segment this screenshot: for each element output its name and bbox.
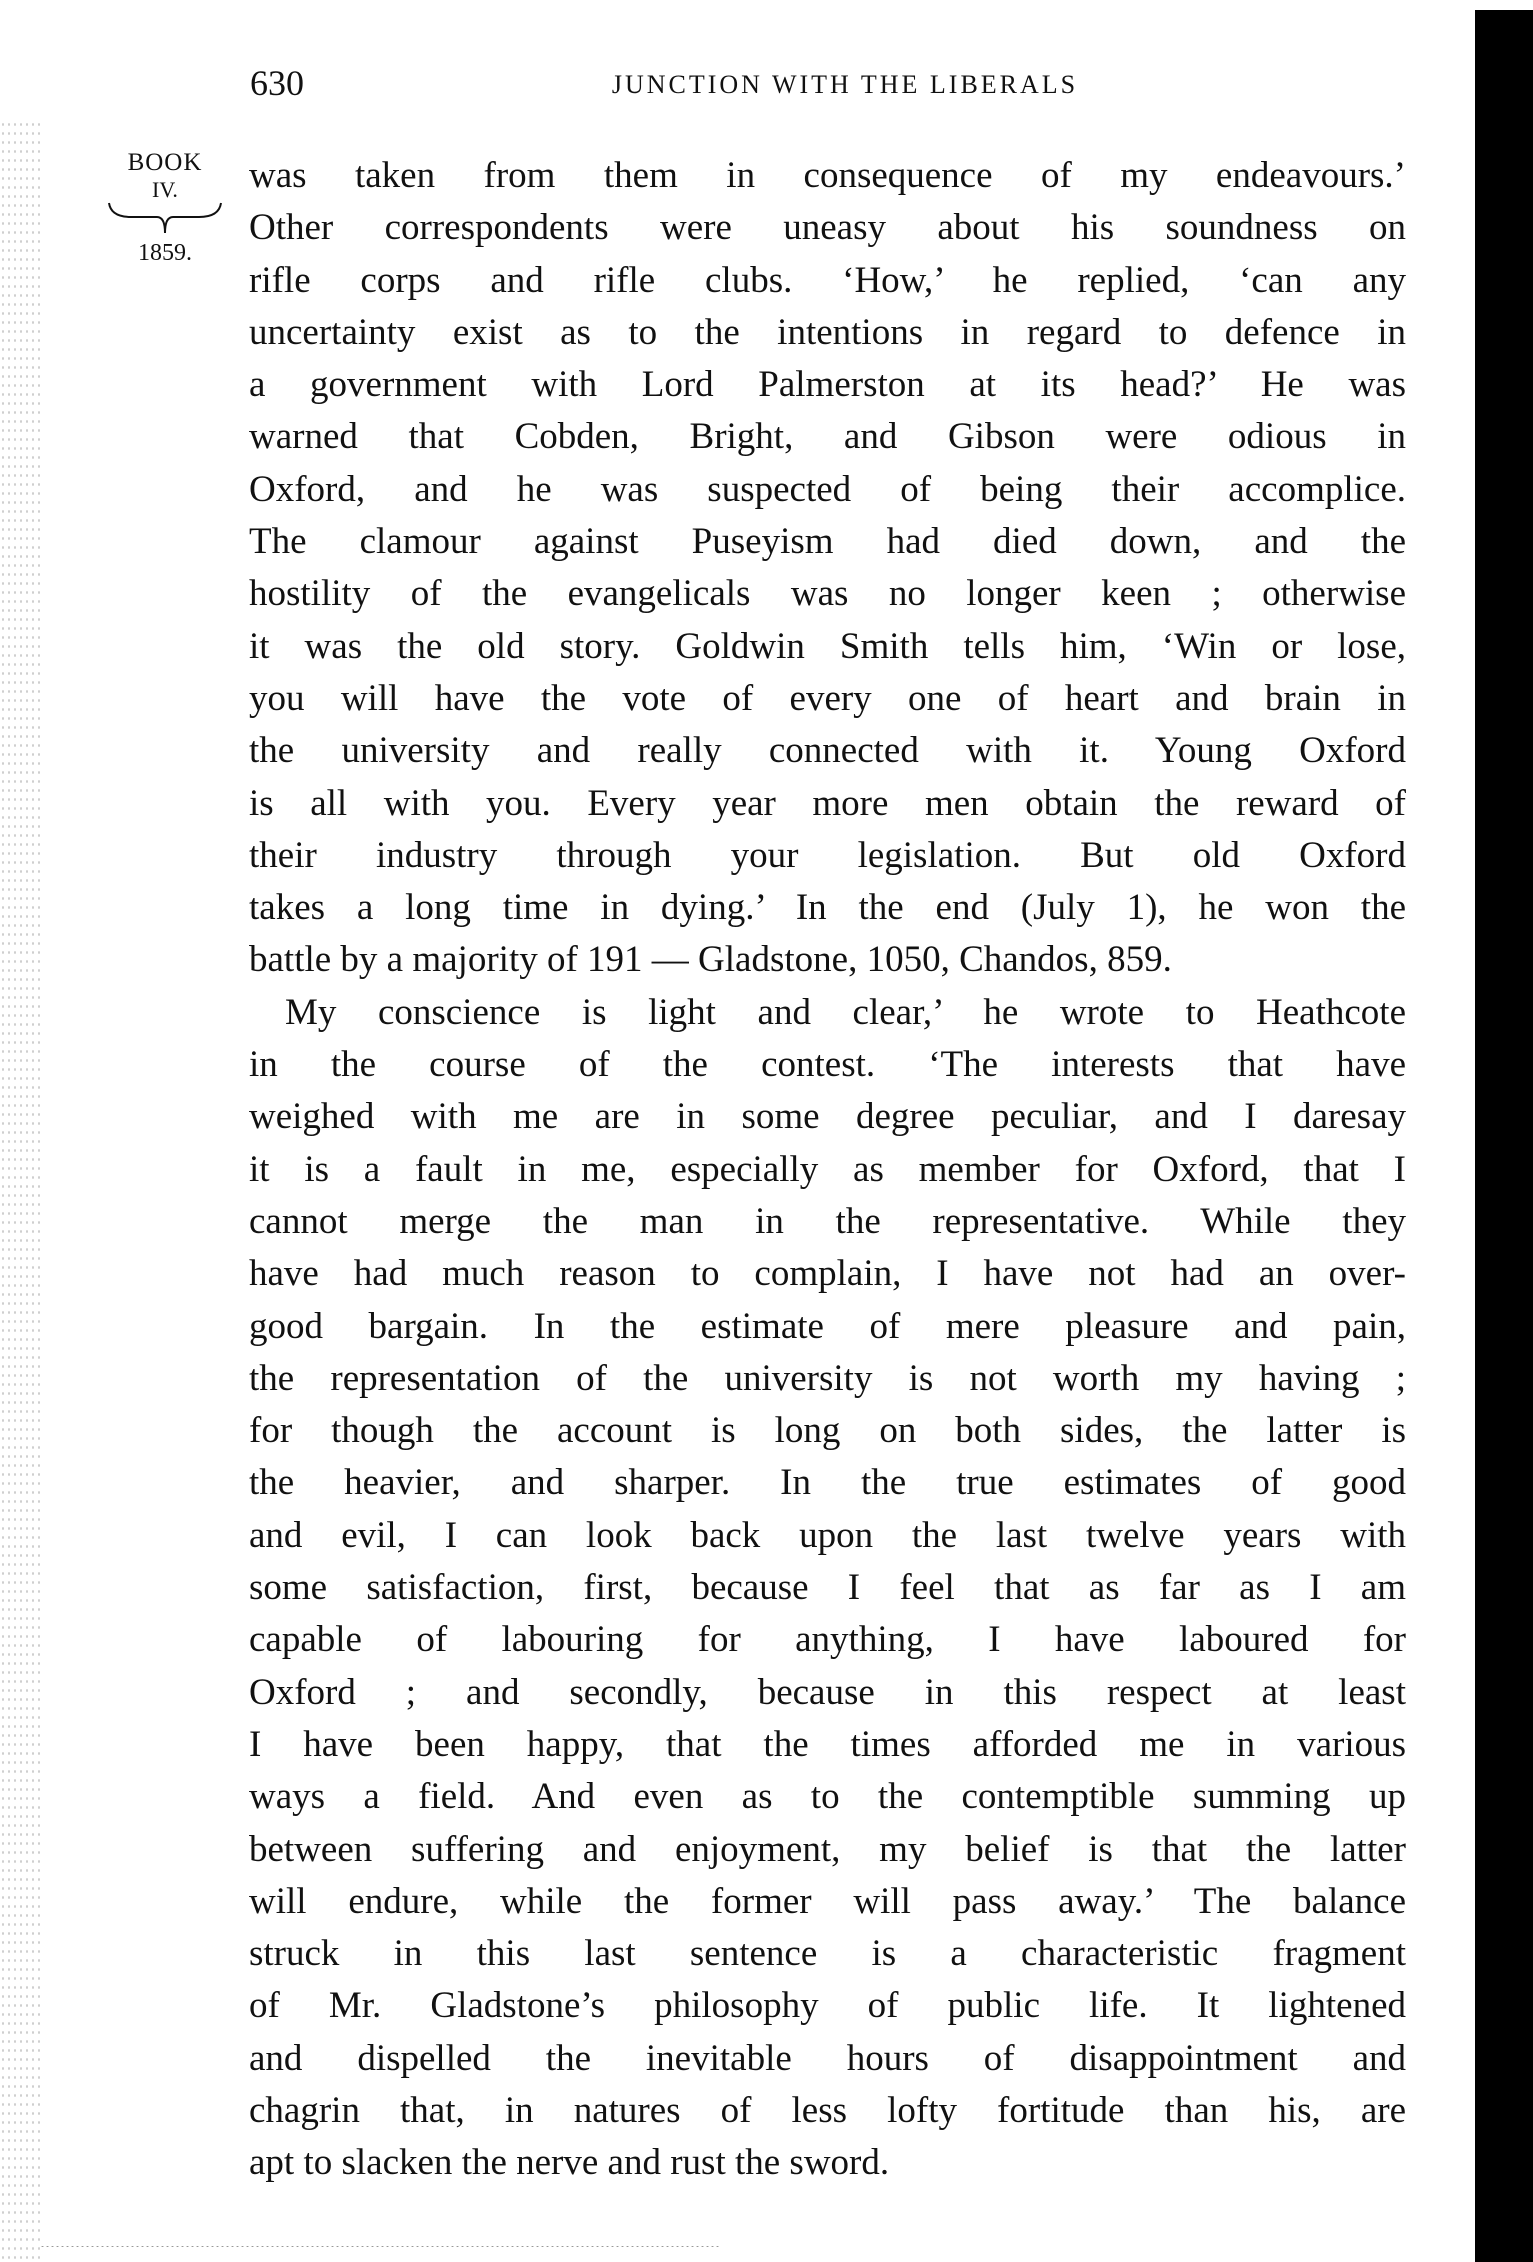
text-line: a government with Lord Palmerston at its head?’ He was	[249, 364, 1406, 406]
text-line: rifle corps and rifle clubs. ‘How,’ he replied, ‘can any	[249, 259, 1406, 301]
text-line: of Mr. Gladstone’s philosophy of public life. It lightened	[249, 1985, 1406, 2027]
text-line: for though the account is long on both sides, the latter is	[249, 1410, 1406, 1452]
running-title: JUNCTION WITH THE LIBERALS	[611, 70, 1079, 99]
margin-book: BOOK	[127, 149, 203, 176]
text-line: I have been happy, that the times afforded me in various	[249, 1723, 1406, 1765]
text-line: ways a field. And even as to the contemptible summing up	[249, 1776, 1406, 1818]
text-line: weighed with me are in some degree peculiar, and I daresay	[249, 1096, 1406, 1138]
text-line: their industry through your legislation. But old Oxford	[249, 834, 1406, 876]
text-line: it is a fault in me, especially as member for Oxford, that I	[249, 1148, 1406, 1190]
text-line: struck in this last sentence is a characteristic fragment	[249, 1933, 1406, 1975]
text-line: the representation of the university is not worth my having ;	[249, 1357, 1406, 1399]
text-line: warned that Cobden, Bright, and Gibson were odious in	[249, 416, 1406, 458]
page-number: 630	[250, 63, 304, 103]
scan-edge-speckle	[0, 120, 40, 2260]
text-line: and evil, I can look back upon the last twelve years with	[249, 1514, 1406, 1556]
text-line: some satisfaction, first, because I feel that as far as I am	[249, 1567, 1406, 1609]
text-line: apt to slacken the nerve and rust the sword.	[249, 2142, 890, 2184]
body-text	[249, 150, 1406, 2190]
text-line: cannot merge the man in the representative. While they	[249, 1200, 1406, 1242]
text-line: in the course of the contest. ‘The interests that have	[249, 1044, 1406, 1086]
text-line: takes a long time in dying.’ In the end (July 1), he won the	[249, 887, 1406, 929]
text-line: Oxford ; and secondly, because in this respect at least	[249, 1671, 1406, 1713]
text-line: the university and really connected with it. Young Oxford	[249, 730, 1406, 772]
text-line: you will have the vote of every one of heart and brain in	[249, 677, 1406, 719]
text-line: good bargain. In the estimate of mere pleasure and pain,	[249, 1305, 1406, 1347]
text-line: battle by a majority of 191 — Gladstone, 1050, Chandos, 859.	[249, 939, 1172, 981]
text-line: and dispelled the inevitable hours of disappointment and	[249, 2037, 1406, 2079]
text-line: The clamour against Puseyism had died down, and the	[249, 521, 1406, 563]
text-line: have had much reason to complain, I have not had an over-	[249, 1253, 1406, 1295]
margin-volume: IV.	[152, 177, 178, 202]
text-line: is all with you. Every year more men obtain the reward of	[249, 782, 1406, 824]
text-line: Oxford, and he was suspected of being their accomplice.	[249, 468, 1406, 510]
text-line: hostility of the evangelicals was no longer keen ; otherwise	[249, 573, 1406, 615]
brace-icon	[105, 201, 225, 235]
text-line: My conscience is light and clear,’ he wrote to Heathcote	[285, 991, 1406, 1033]
margin-note	[100, 150, 230, 265]
text-line: between suffering and enjoyment, my belief is that the latter	[249, 1828, 1406, 1870]
margin-year: 1859.	[138, 240, 192, 266]
text-line: uncertainty exist as to the intentions in regard to defence in	[249, 311, 1406, 353]
text-line: Other correspondents were uneasy about his soundness on	[249, 207, 1406, 249]
text-line: the heavier, and sharper. In the true estimates of good	[249, 1462, 1406, 1504]
scan-smudge	[40, 2245, 720, 2248]
text-line: was taken from them in consequence of my endeavours.’	[249, 155, 1406, 196]
scan-border	[1475, 10, 1533, 2262]
text-line: chagrin that, in natures of less lofty fortitude than his, are	[249, 2089, 1406, 2131]
text-line: capable of labouring for anything, I have laboured for	[249, 1619, 1406, 1661]
text-line: will endure, while the former will pass away.’ The balance	[249, 1880, 1406, 1922]
text-line: it was the old story. Goldwin Smith tells him, ‘Win or lose,	[249, 625, 1406, 667]
